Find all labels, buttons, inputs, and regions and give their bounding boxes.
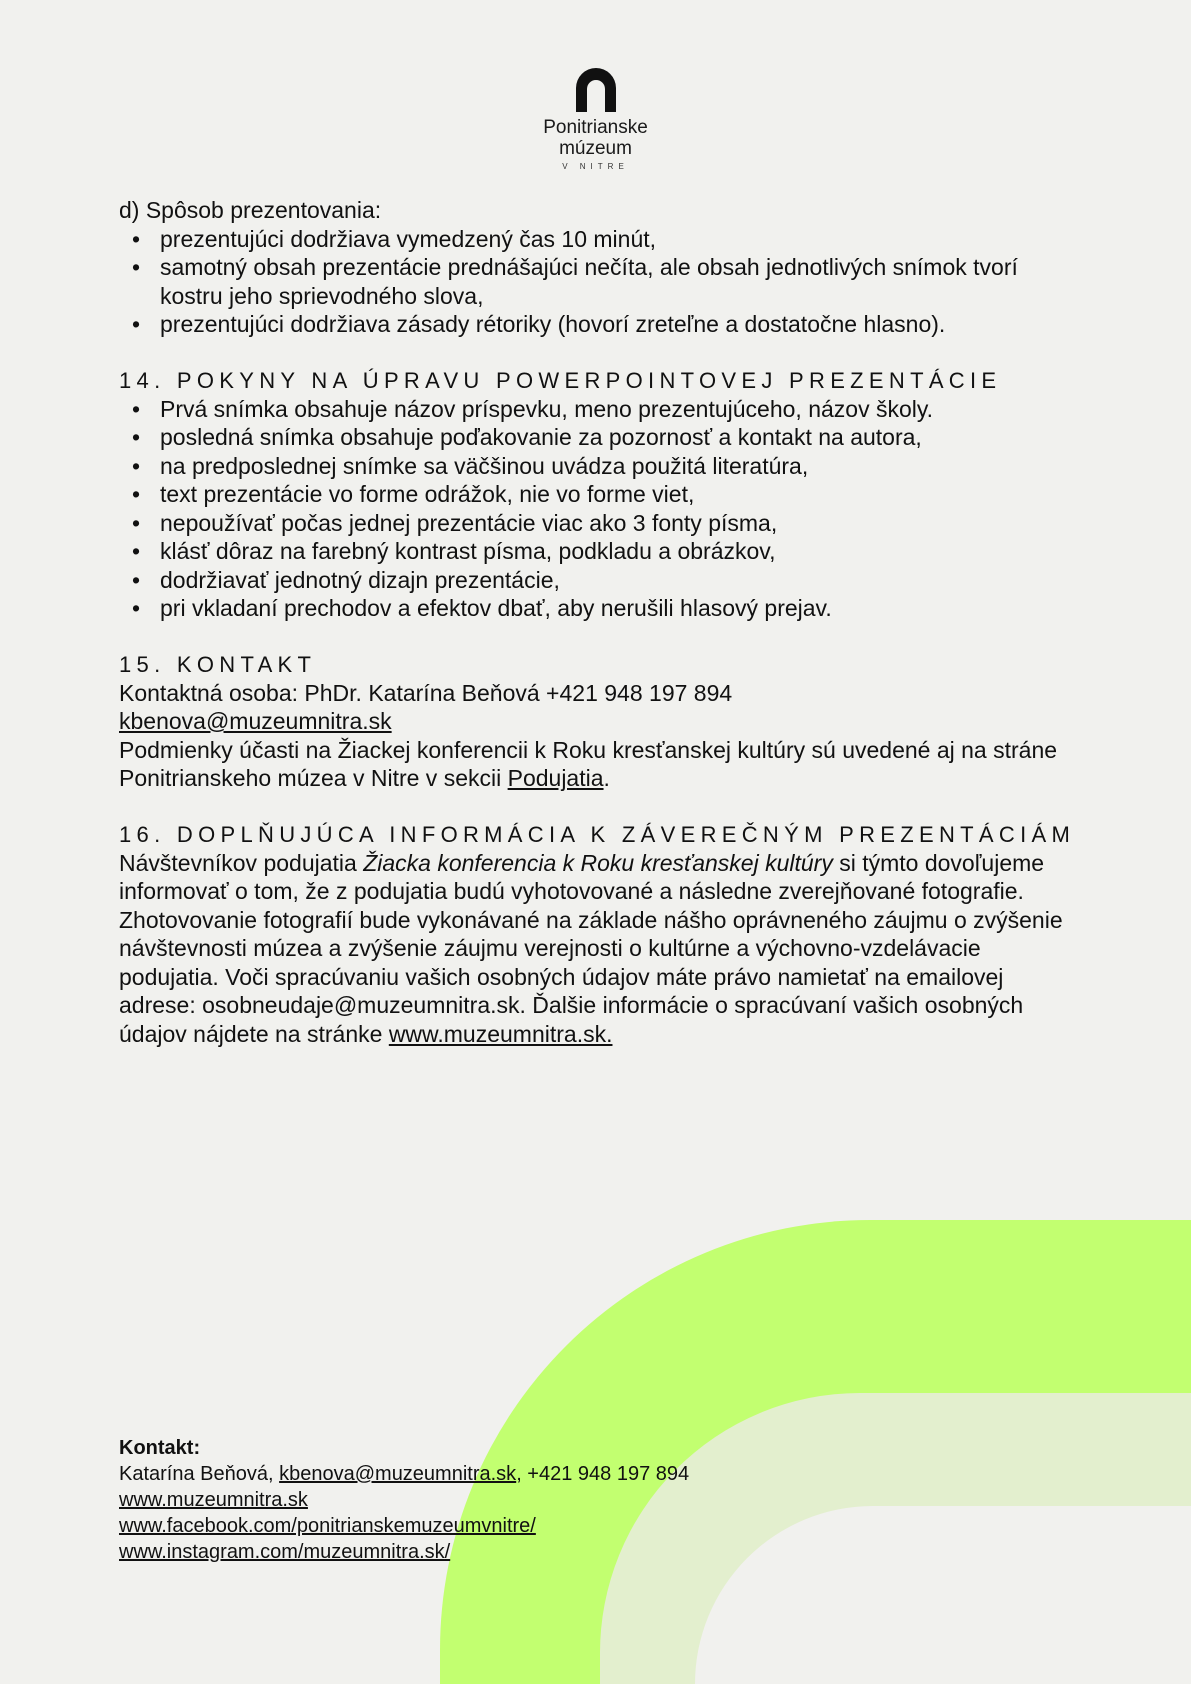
contact-person: Kontaktná osoba: PhDr. Katarína Beňová +421 948 197 894 [119,679,733,706]
logo-name-line1: Ponitrianske [543,117,648,138]
footer-phone: , +421 948 197 894 [516,1463,690,1485]
privacy-paragraph [119,849,1079,1049]
footer-web-link[interactable]: www.muzeumnitra.sk [119,1489,308,1511]
logo-subtitle: V NITRE [562,162,629,171]
footer-name: Katarína Beňová, [119,1463,280,1485]
section-d-title: d) Spôsob prezentovania: [119,197,382,223]
podujatia-link[interactable]: Podujatia [507,765,604,791]
document-body [119,196,1079,1048]
arch-logo-icon [574,66,618,112]
section-14-heading: 14. POKYNY NA ÚPRAVU POWERPOINTOVEJ PREZENTÁCIE [119,367,1002,393]
conditions-end: . [603,765,610,791]
event-name: Žiacka konferencia k Roku kresťanskej kultúry [363,849,833,876]
list-item: • prezentujúci dodržiava zásady rétoriky (hovorí zreteľne a dostatočne hlasno). [119,310,1079,339]
section-14-list [119,395,1079,623]
privacy-text-middle: si týmto dovoľujeme informovať o tom, že z podujatia budú vyhotovované a následne zverejňované fotografie. Zhotovovanie fotografií bude vykonávané na základe nášho oprávneného záujmu o zvýšenie návštevnosti múzea a zvýšenie záujmu verejnosti o kultúrne a výchovno-vzdelávacie podujatia. Voči spracúvaniu vašich osobných údajov máte právo namietať na emailovej adrese: osobneudaje@muzeumnitra.sk. Ďalšie informácie o spracúvaní vašich osobných údajov nájdete na stránke [119,849,1063,1047]
list-item: • dodržiavať jednotný dizajn prezentácie, [119,566,1079,595]
footer-instagram-link[interactable]: www.instagram.com/muzeumnitra.sk/ [119,1541,451,1563]
museum-website-link[interactable]: www.muzeumnitra.sk. [388,1020,613,1047]
section-16-heading: 16. DOPLŇUJÚCA INFORMÁCIA K ZÁVEREČNÝM PREZENTÁCIÁM [119,821,1076,847]
list-item: • na predposlednej snímke sa väčšinou uvádza použitá literatúra, [119,452,1079,481]
list-item: • text prezentácie vo forme odrážok, nie vo forme viet, [119,480,1079,509]
footer-facebook-link[interactable]: www.facebook.com/ponitrianskemuzeumvnitre/ [119,1515,536,1537]
museum-logo [0,66,1191,171]
footer-contact [119,1435,689,1565]
privacy-text-start: Návštevníkov podujatia [119,849,364,876]
list-item: • Prvá snímka obsahuje názov príspevku, meno prezentujúceho, názov školy. [119,395,1079,424]
list-item: • samotný obsah prezentácie prednášajúci nečíta, ale obsah jednotlivých snímok tvorí kostru jeho sprievodného slova, [119,253,1079,310]
list-item: • nepoužívať počas jednej prezentácie viac ako 3 fonty písma, [119,509,1079,538]
contact-email-link[interactable]: kbenova@muzeumnitra.sk [119,708,392,734]
conditions-paragraph [119,736,1079,793]
conditions-text: Podmienky účasti na Žiackej konferencii k Roku kresťanskej kultúry sú uvedené aj na stráne Ponitrianskeho múzea v Nitre v sekcii [119,736,1058,791]
section-d-list [119,225,1079,339]
list-item: • klásť dôraz na farebný kontrast písma, podkladu a obrázkov, [119,537,1079,566]
footer-email-link[interactable]: kbenova@muzeumnitra.sk [279,1463,517,1485]
footer-heading: Kontakt: [119,1437,201,1459]
list-item: • pri vkladaní prechodov a efektov dbať, aby nerušili hlasový prejav. [119,594,1079,623]
footer-contact-line [119,1461,689,1487]
logo-name-line2: múzeum [559,138,632,159]
list-item: • posledná snímka obsahuje poďakovanie za pozornosť a kontakt na autora, [119,423,1079,452]
list-item: • prezentujúci dodržiava vymedzený čas 10 minút, [119,225,1079,254]
section-15-heading: 15. KONTAKT [119,651,317,677]
